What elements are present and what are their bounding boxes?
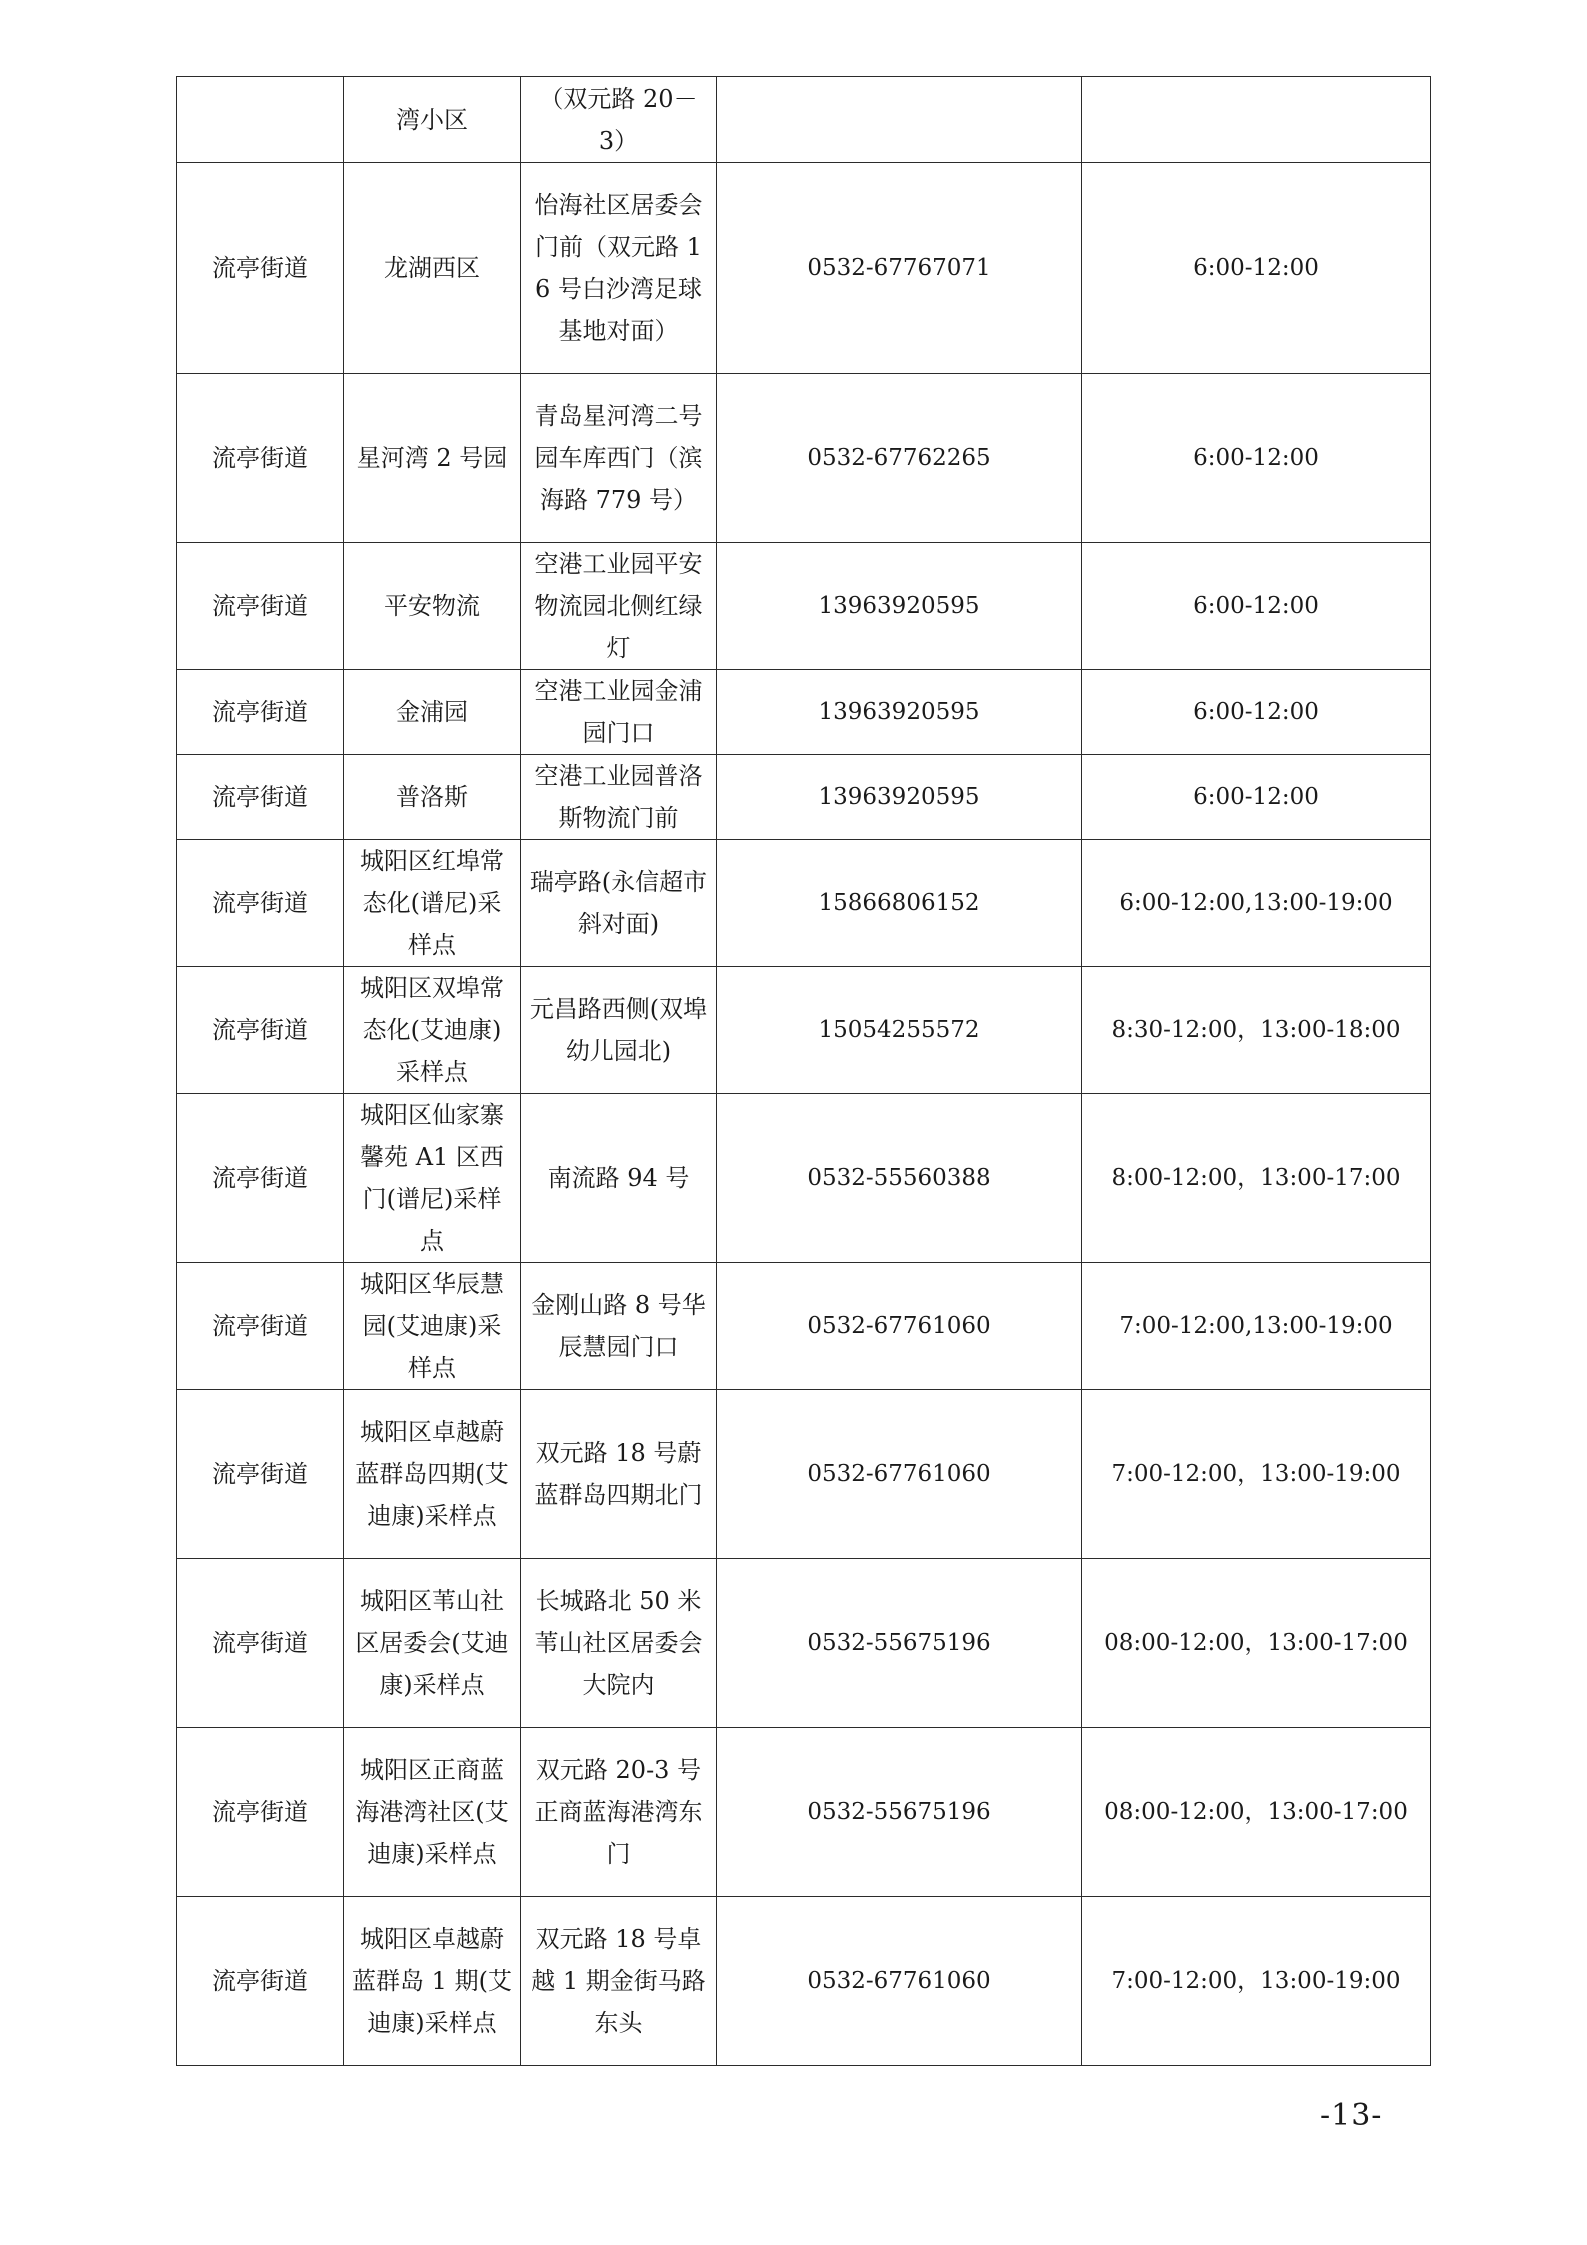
address-cell: 瑞亭路(永信超市斜对面) [521, 840, 717, 967]
street-cell: 流亭街道 [177, 543, 344, 670]
site-cell: 平安物流 [344, 543, 521, 670]
table-row [177, 1897, 1431, 2066]
address-cell: 双元路 20-3 号正商蓝海港湾东门 [521, 1728, 717, 1897]
street-cell: 流亭街道 [177, 840, 344, 967]
street-cell: 流亭街道 [177, 1897, 344, 2066]
table-row [177, 1559, 1431, 1728]
hours-cell [1082, 77, 1431, 163]
address-cell: 空港工业园平安物流园北侧红绿灯 [521, 543, 717, 670]
street-cell: 流亭街道 [177, 1390, 344, 1559]
phone-cell: 13963920595 [717, 543, 1082, 670]
address-cell: （双元路 20－3） [521, 77, 717, 163]
hours-cell: 8:30-12:00，13:00-18:00 [1082, 967, 1431, 1094]
hours-cell: 7:00-12:00，13:00-19:00 [1082, 1897, 1431, 2066]
table-row [177, 1263, 1431, 1390]
hours-cell: 7:00-12:00,13:00-19:00 [1082, 1263, 1431, 1390]
hours-cell: 7:00-12:00，13:00-19:00 [1082, 1390, 1431, 1559]
address-cell: 双元路 18 号卓越 1 期金街马路东头 [521, 1897, 717, 2066]
site-cell: 城阳区卓越蔚蓝群岛 1 期(艾迪康)采样点 [344, 1897, 521, 2066]
hours-cell: 6:00-12:00 [1082, 374, 1431, 543]
phone-cell: 0532-55675196 [717, 1728, 1082, 1897]
table-row [177, 1094, 1431, 1263]
table-body [177, 77, 1431, 2066]
hours-cell: 6:00-12:00 [1082, 755, 1431, 840]
street-cell [177, 77, 344, 163]
street-cell: 流亭街道 [177, 755, 344, 840]
table-row [177, 755, 1431, 840]
site-cell: 城阳区华辰慧园(艾迪康)采样点 [344, 1263, 521, 1390]
street-cell: 流亭街道 [177, 1728, 344, 1897]
street-cell: 流亭街道 [177, 374, 344, 543]
site-cell: 城阳区双埠常态化(艾迪康)采样点 [344, 967, 521, 1094]
address-cell: 空港工业园普洛斯物流门前 [521, 755, 717, 840]
street-cell: 流亭街道 [177, 967, 344, 1094]
street-cell: 流亭街道 [177, 1094, 344, 1263]
street-cell: 流亭街道 [177, 1263, 344, 1390]
site-cell: 金浦园 [344, 670, 521, 755]
table-row [177, 374, 1431, 543]
site-cell: 城阳区卓越蔚蓝群岛四期(艾迪康)采样点 [344, 1390, 521, 1559]
site-cell: 城阳区仙家寨馨苑 A1 区西门(谱尼)采样点 [344, 1094, 521, 1263]
site-cell: 城阳区红埠常态化(谱尼)采样点 [344, 840, 521, 967]
site-cell: 湾小区 [344, 77, 521, 163]
hours-cell: 08:00-12:00，13:00-17:00 [1082, 1559, 1431, 1728]
site-cell: 星河湾 2 号园 [344, 374, 521, 543]
site-cell: 龙湖西区 [344, 163, 521, 374]
phone-cell: 15054255572 [717, 967, 1082, 1094]
address-cell: 元昌路西侧(双埠幼儿园北) [521, 967, 717, 1094]
phone-cell [717, 77, 1082, 163]
table-row [177, 1728, 1431, 1897]
phone-cell: 13963920595 [717, 755, 1082, 840]
hours-cell: 6:00-12:00 [1082, 670, 1431, 755]
hours-cell: 08:00-12:00，13:00-17:00 [1082, 1728, 1431, 1897]
table-row [177, 670, 1431, 755]
table-row [177, 77, 1431, 163]
street-cell: 流亭街道 [177, 1559, 344, 1728]
phone-cell: 0532-55675196 [717, 1559, 1082, 1728]
sampling-sites-table [176, 76, 1431, 2066]
street-cell: 流亭街道 [177, 670, 344, 755]
hours-cell: 6:00-12:00 [1082, 163, 1431, 374]
table-row [177, 1390, 1431, 1559]
site-cell: 普洛斯 [344, 755, 521, 840]
address-cell: 空港工业园金浦园门口 [521, 670, 717, 755]
address-cell: 长城路北 50 米苇山社区居委会大院内 [521, 1559, 717, 1728]
address-cell: 金刚山路 8 号华辰慧园门口 [521, 1263, 717, 1390]
phone-cell: 0532-67761060 [717, 1263, 1082, 1390]
hours-cell: 6:00-12:00 [1082, 543, 1431, 670]
phone-cell: 0532-67762265 [717, 374, 1082, 543]
phone-cell: 13963920595 [717, 670, 1082, 755]
site-cell: 城阳区苇山社区居委会(艾迪康)采样点 [344, 1559, 521, 1728]
phone-cell: 15866806152 [717, 840, 1082, 967]
street-cell: 流亭街道 [177, 163, 344, 374]
table-row [177, 967, 1431, 1094]
phone-cell: 0532-67761060 [717, 1390, 1082, 1559]
address-cell: 青岛星河湾二号园车库西门（滨海路 779 号） [521, 374, 717, 543]
address-cell: 南流路 94 号 [521, 1094, 717, 1263]
hours-cell: 6:00-12:00,13:00-19:00 [1082, 840, 1431, 967]
hours-cell: 8:00-12:00，13:00-17:00 [1082, 1094, 1431, 1263]
site-cell: 城阳区正商蓝海港湾社区(艾迪康)采样点 [344, 1728, 521, 1897]
page-number: -13- [1320, 2098, 1383, 2133]
address-cell: 怡海社区居委会门前（双元路 16 号白沙湾足球基地对面） [521, 163, 717, 374]
phone-cell: 0532-67767071 [717, 163, 1082, 374]
table-row [177, 840, 1431, 967]
phone-cell: 0532-55560388 [717, 1094, 1082, 1263]
table-row [177, 163, 1431, 374]
address-cell: 双元路 18 号蔚蓝群岛四期北门 [521, 1390, 717, 1559]
phone-cell: 0532-67761060 [717, 1897, 1082, 2066]
table-row [177, 543, 1431, 670]
